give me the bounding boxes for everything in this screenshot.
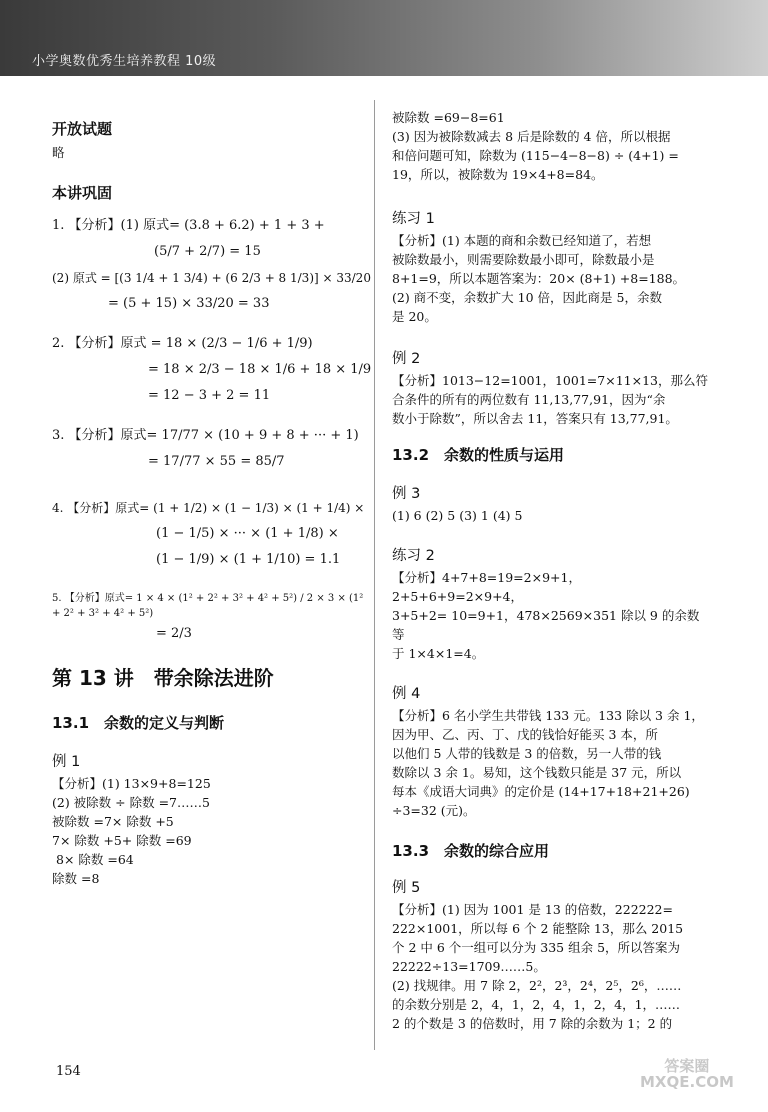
example-1-line: 8× 除数 =64 bbox=[56, 852, 134, 867]
section-13-2-title: 13.2 余数的性质与运用 bbox=[392, 446, 565, 464]
review-heading: 本讲巩固 bbox=[52, 184, 113, 202]
continued-line: 和倍问题可知，除数为 (115−4−8−8) ÷ (4+1) = bbox=[392, 148, 679, 163]
left-column bbox=[52, 100, 370, 888]
question-4 bbox=[52, 495, 370, 573]
section-13-1-title: 13.1 余数的定义与判断 bbox=[52, 714, 225, 732]
example-5-line: 2 的个数是 3 的倍数时，用 7 除的余数为 1；2 的 bbox=[392, 1016, 673, 1031]
watermark-logo bbox=[640, 1058, 734, 1090]
q4-line-1: 4. 【分析】原式= (1 + 1/2) × (1 − 1/3) × (1 + 1/4) × bbox=[52, 501, 365, 515]
example-4-line: 以他们 5 人带的钱数是 3 的倍数，另一人带的钱 bbox=[392, 746, 662, 761]
example-1-line: (2) 被除数 ÷ 除数 =7……5 bbox=[52, 795, 210, 810]
q2-line-2: = 18 × 2/3 − 18 × 1/6 + 18 × 1/9 bbox=[148, 362, 372, 377]
practice-2-line: 于 1×4×1=4。 bbox=[392, 646, 485, 661]
page-header bbox=[0, 0, 768, 76]
practice-1-line: 8+1=9，所以本题答案为：20× (8+1) +8=188。 bbox=[392, 271, 686, 286]
example-4-line: 因为甲、乙、丙、丁、戊的钱恰好能买 3 本，所 bbox=[392, 727, 658, 742]
open-question-answer: 略 bbox=[52, 145, 65, 160]
q1-line-1: 1. 【分析】(1) 原式= (3.8 + 6.2) + 1 + 3 + bbox=[52, 218, 325, 233]
q5-line-1: 5. 【分析】原式= 1 × 4 × (1² + 2² + 3² + 4² + 5²) / 2 × 3 × (1² + 2² + 3² + 4² + 5²) bbox=[52, 593, 364, 619]
q5-line-2: = 2/3 bbox=[156, 626, 192, 641]
q1-line-3: (2) 原式 = [(3 1/4 + 1 3/4) + (6 2/3 + 8 1/3)] × 33/20 bbox=[52, 271, 371, 285]
example-4-line: 数除以 3 余 1。易知，这个钱数只能是 37 元，所以 bbox=[392, 765, 682, 780]
example-2-line: 数小于除数”，所以舍去 11，答案只有 13,77,91。 bbox=[392, 411, 678, 426]
q3-line-2: = 17/77 × 55 = 85/7 bbox=[148, 454, 285, 469]
example-5-line: (2) 找规律。用 7 除 2，2²，2³，2⁴，2⁵，2⁶，…… bbox=[392, 978, 682, 993]
q3-line-1: 3. 【分析】原式= 17/77 × (10 + 9 + 8 + ··· + 1) bbox=[52, 428, 359, 443]
practice-2-line: 【分析】4+7+8=19=2×9+1，2+5+6+9=2×9+4， bbox=[392, 570, 581, 604]
q4-line-3: (1 − 1/9) × (1 + 1/10) = 1.1 bbox=[156, 552, 341, 567]
example-4-line: 每本《成语大词典》的定价是 (14+17+18+21+26) bbox=[392, 784, 690, 799]
practice-2-line: 3+5+2= 10=9+1，478×2569×351 除以 9 的余数等 bbox=[392, 608, 700, 642]
page-number: 154 bbox=[56, 1064, 81, 1079]
example-2-line: 【分析】1013−12=1001，1001=7×11×13，那么符 bbox=[392, 373, 708, 388]
example-1-line: 【分析】(1) 13×9+8=125 bbox=[52, 776, 211, 791]
question-3 bbox=[52, 423, 370, 475]
open-question-heading: 开放试题 bbox=[52, 120, 113, 138]
practice-1-line: 是 20。 bbox=[392, 309, 437, 324]
right-column bbox=[392, 108, 710, 1033]
q2-line-3: = 12 − 3 + 2 = 11 bbox=[148, 388, 271, 403]
practice-2-title: 练习 2 bbox=[392, 548, 435, 564]
chapter-title: 第 13 讲 带余除法进阶 bbox=[52, 666, 274, 690]
example-5-title: 例 5 bbox=[392, 880, 421, 896]
example-5-line: 的余数分别是 2，4，1，2，4，1，2，4，1，…… bbox=[392, 997, 681, 1012]
column-divider bbox=[374, 100, 375, 1050]
practice-1-line: 被除数最小，则需要除数最小即可，除数最小是 bbox=[392, 252, 655, 267]
example-2-title: 例 2 bbox=[392, 351, 421, 367]
q2-line-1: 2. 【分析】原式 = 18 × (2/3 − 1/6 + 1/9) bbox=[52, 336, 313, 351]
example-4-title: 例 4 bbox=[392, 686, 421, 702]
q1-line-2: (5/7 + 2/7) = 15 bbox=[154, 244, 261, 259]
example-1-title: 例 1 bbox=[52, 754, 81, 770]
section-13-3-title: 13.3 余数的综合应用 bbox=[392, 842, 550, 860]
continued-line: 19，所以，被除数为 19×4+8=84。 bbox=[392, 167, 604, 182]
example-5-line: 个 2 中 6 个一组可以分为 335 组余 5，所以答案为 bbox=[392, 940, 681, 955]
example-5-line: 【分析】(1) 因为 1001 是 13 的倍数，222222= bbox=[392, 902, 673, 917]
question-5 bbox=[52, 591, 370, 647]
question-1 bbox=[52, 213, 370, 317]
example-5-line: 222×1001，所以每 6 个 2 能整除 13，那么 2015 bbox=[392, 921, 684, 936]
example-4-line: 【分析】6 名小学生共带钱 133 元。133 除以 3 余 1， bbox=[392, 708, 704, 723]
practice-1-title: 练习 1 bbox=[392, 211, 435, 227]
continued-line: 被除数 =69−8=61 bbox=[392, 110, 505, 125]
watermark-url: MXQE.COM bbox=[640, 1073, 734, 1091]
question-2 bbox=[52, 331, 370, 409]
example-3-answer: (1) 6 (2) 5 (3) 1 (4) 5 bbox=[392, 508, 523, 523]
watermark-text: 答案圈 bbox=[664, 1057, 710, 1075]
example-5-line: 22222÷13=1709……5。 bbox=[392, 959, 546, 974]
continued-line: (3) 因为被除数减去 8 后是除数的 4 倍，所以根据 bbox=[392, 129, 671, 144]
example-4-line: ÷3=32 (元)。 bbox=[392, 803, 476, 818]
example-2-line: 合条件的所有的两位数有 11,13,77,91，因为“余 bbox=[392, 392, 666, 407]
q4-line-2: (1 − 1/5) × ··· × (1 + 1/8) × bbox=[156, 526, 339, 541]
practice-1-line: (2) 商不变，余数扩大 10 倍，因此商是 5，余数 bbox=[392, 290, 662, 305]
book-title: 小学奥数优秀生培养教程 10级 bbox=[32, 54, 217, 69]
example-1-line: 被除数 =7× 除数 +5 bbox=[52, 814, 174, 829]
example-3-title: 例 3 bbox=[392, 486, 421, 502]
practice-1-line: 【分析】(1) 本题的商和余数已经知道了，若想 bbox=[392, 233, 652, 248]
example-1-line: 除数 =8 bbox=[52, 871, 100, 886]
example-1-line: 7× 除数 +5+ 除数 =69 bbox=[52, 833, 192, 848]
example-1-body bbox=[52, 774, 370, 888]
q1-line-4: = (5 + 15) × 33/20 = 33 bbox=[108, 296, 270, 311]
